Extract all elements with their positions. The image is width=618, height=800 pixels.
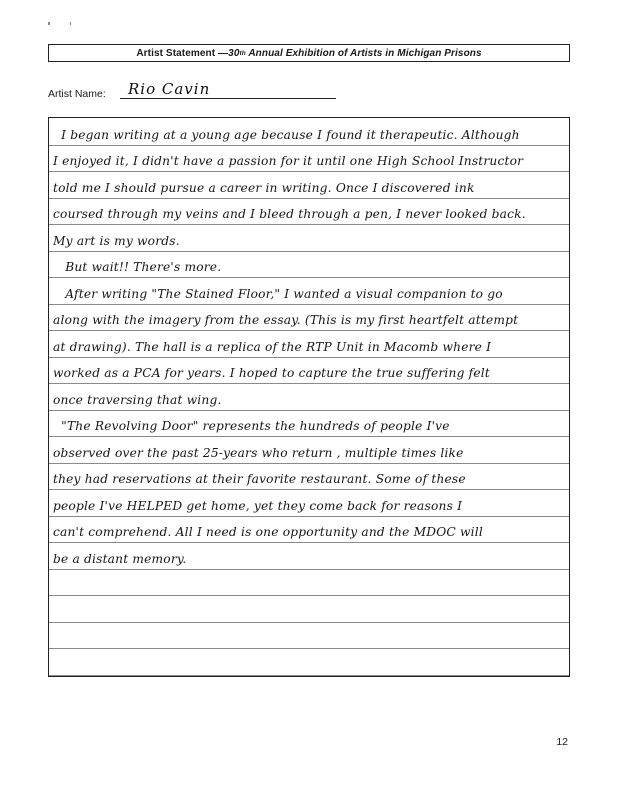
artist-name-label: Artist Name:	[48, 88, 106, 100]
stray-mark	[48, 22, 50, 25]
ruled-line	[49, 595, 569, 596]
ruled-line	[49, 516, 569, 517]
statement-line: they had reservations at their favorite restaurant. Some of these	[53, 472, 466, 486]
ruled-line	[49, 410, 569, 411]
ruled-line	[49, 542, 569, 543]
ruled-line	[49, 145, 569, 146]
ruled-line	[49, 171, 569, 172]
stray-mark	[70, 22, 71, 25]
statement-line: My art is my words.	[53, 233, 180, 248]
ruled-line	[49, 251, 569, 252]
statement-line: be a distant memory.	[53, 551, 187, 566]
statement-line: I enjoyed it, I didn't have a passion for it until one High School Instructor	[53, 154, 524, 168]
header-title-rest: Annual Exhibition of Artists in Michigan Prisons	[245, 47, 482, 59]
ruled-line	[49, 622, 569, 623]
ruled-line	[49, 224, 569, 225]
page-header	[48, 44, 570, 62]
ruled-line	[49, 569, 569, 570]
ruled-line	[49, 436, 569, 437]
statement-line: After writing "The Stained Floor," I wanted a visual companion to go	[53, 286, 503, 301]
ruled-line	[49, 675, 569, 676]
statement-line: told me I should pursue a career in writing. Once I discovered ink	[53, 180, 475, 195]
artist-name-row	[48, 80, 348, 104]
statement-line: people I've HELPED get home, yet they come back for reasons I	[53, 498, 463, 513]
page-number: 12	[556, 736, 568, 748]
ruled-line	[49, 489, 569, 490]
ruled-line	[49, 304, 569, 305]
statement-line: But wait!! There's more.	[53, 260, 222, 274]
ruled-line	[49, 463, 569, 464]
header-ordinal-suffix: th	[239, 49, 246, 57]
statement-line: observed over the past 25-years who return , multiple times like	[53, 445, 464, 460]
statement-box	[48, 117, 570, 677]
header-ordinal-number: 30	[228, 47, 240, 59]
statement-line: worked as a PCA for years. I hoped to capture the true suffering felt	[53, 366, 490, 380]
ruled-line	[49, 198, 569, 199]
statement-line: "The Revolving Door" represents the hundreds of people I've	[53, 419, 450, 433]
ruled-line	[49, 648, 569, 649]
ruled-line	[49, 357, 569, 358]
header-title-prefix: Artist Statement —	[136, 47, 229, 59]
ruled-line	[49, 383, 569, 384]
statement-line: at drawing). The hall is a replica of the RTP Unit in Macomb where I	[53, 339, 492, 354]
statement-line: coursed through my veins and I bleed through a pen, I never looked back.	[53, 207, 526, 221]
artist-name-value: Rio Cavin	[128, 80, 211, 98]
statement-line: along with the imagery from the essay. (This is my first heartfelt attempt	[53, 313, 519, 327]
ruled-line	[49, 277, 569, 278]
statement-line: I began writing at a young age because I found it therapeutic. Although	[53, 127, 520, 142]
artist-name-underline	[120, 98, 336, 99]
statement-line: once traversing that wing.	[53, 392, 222, 407]
ruled-line	[49, 330, 569, 331]
statement-line: can't comprehend. All I need is one opportunity and the MDOC will	[53, 525, 483, 539]
